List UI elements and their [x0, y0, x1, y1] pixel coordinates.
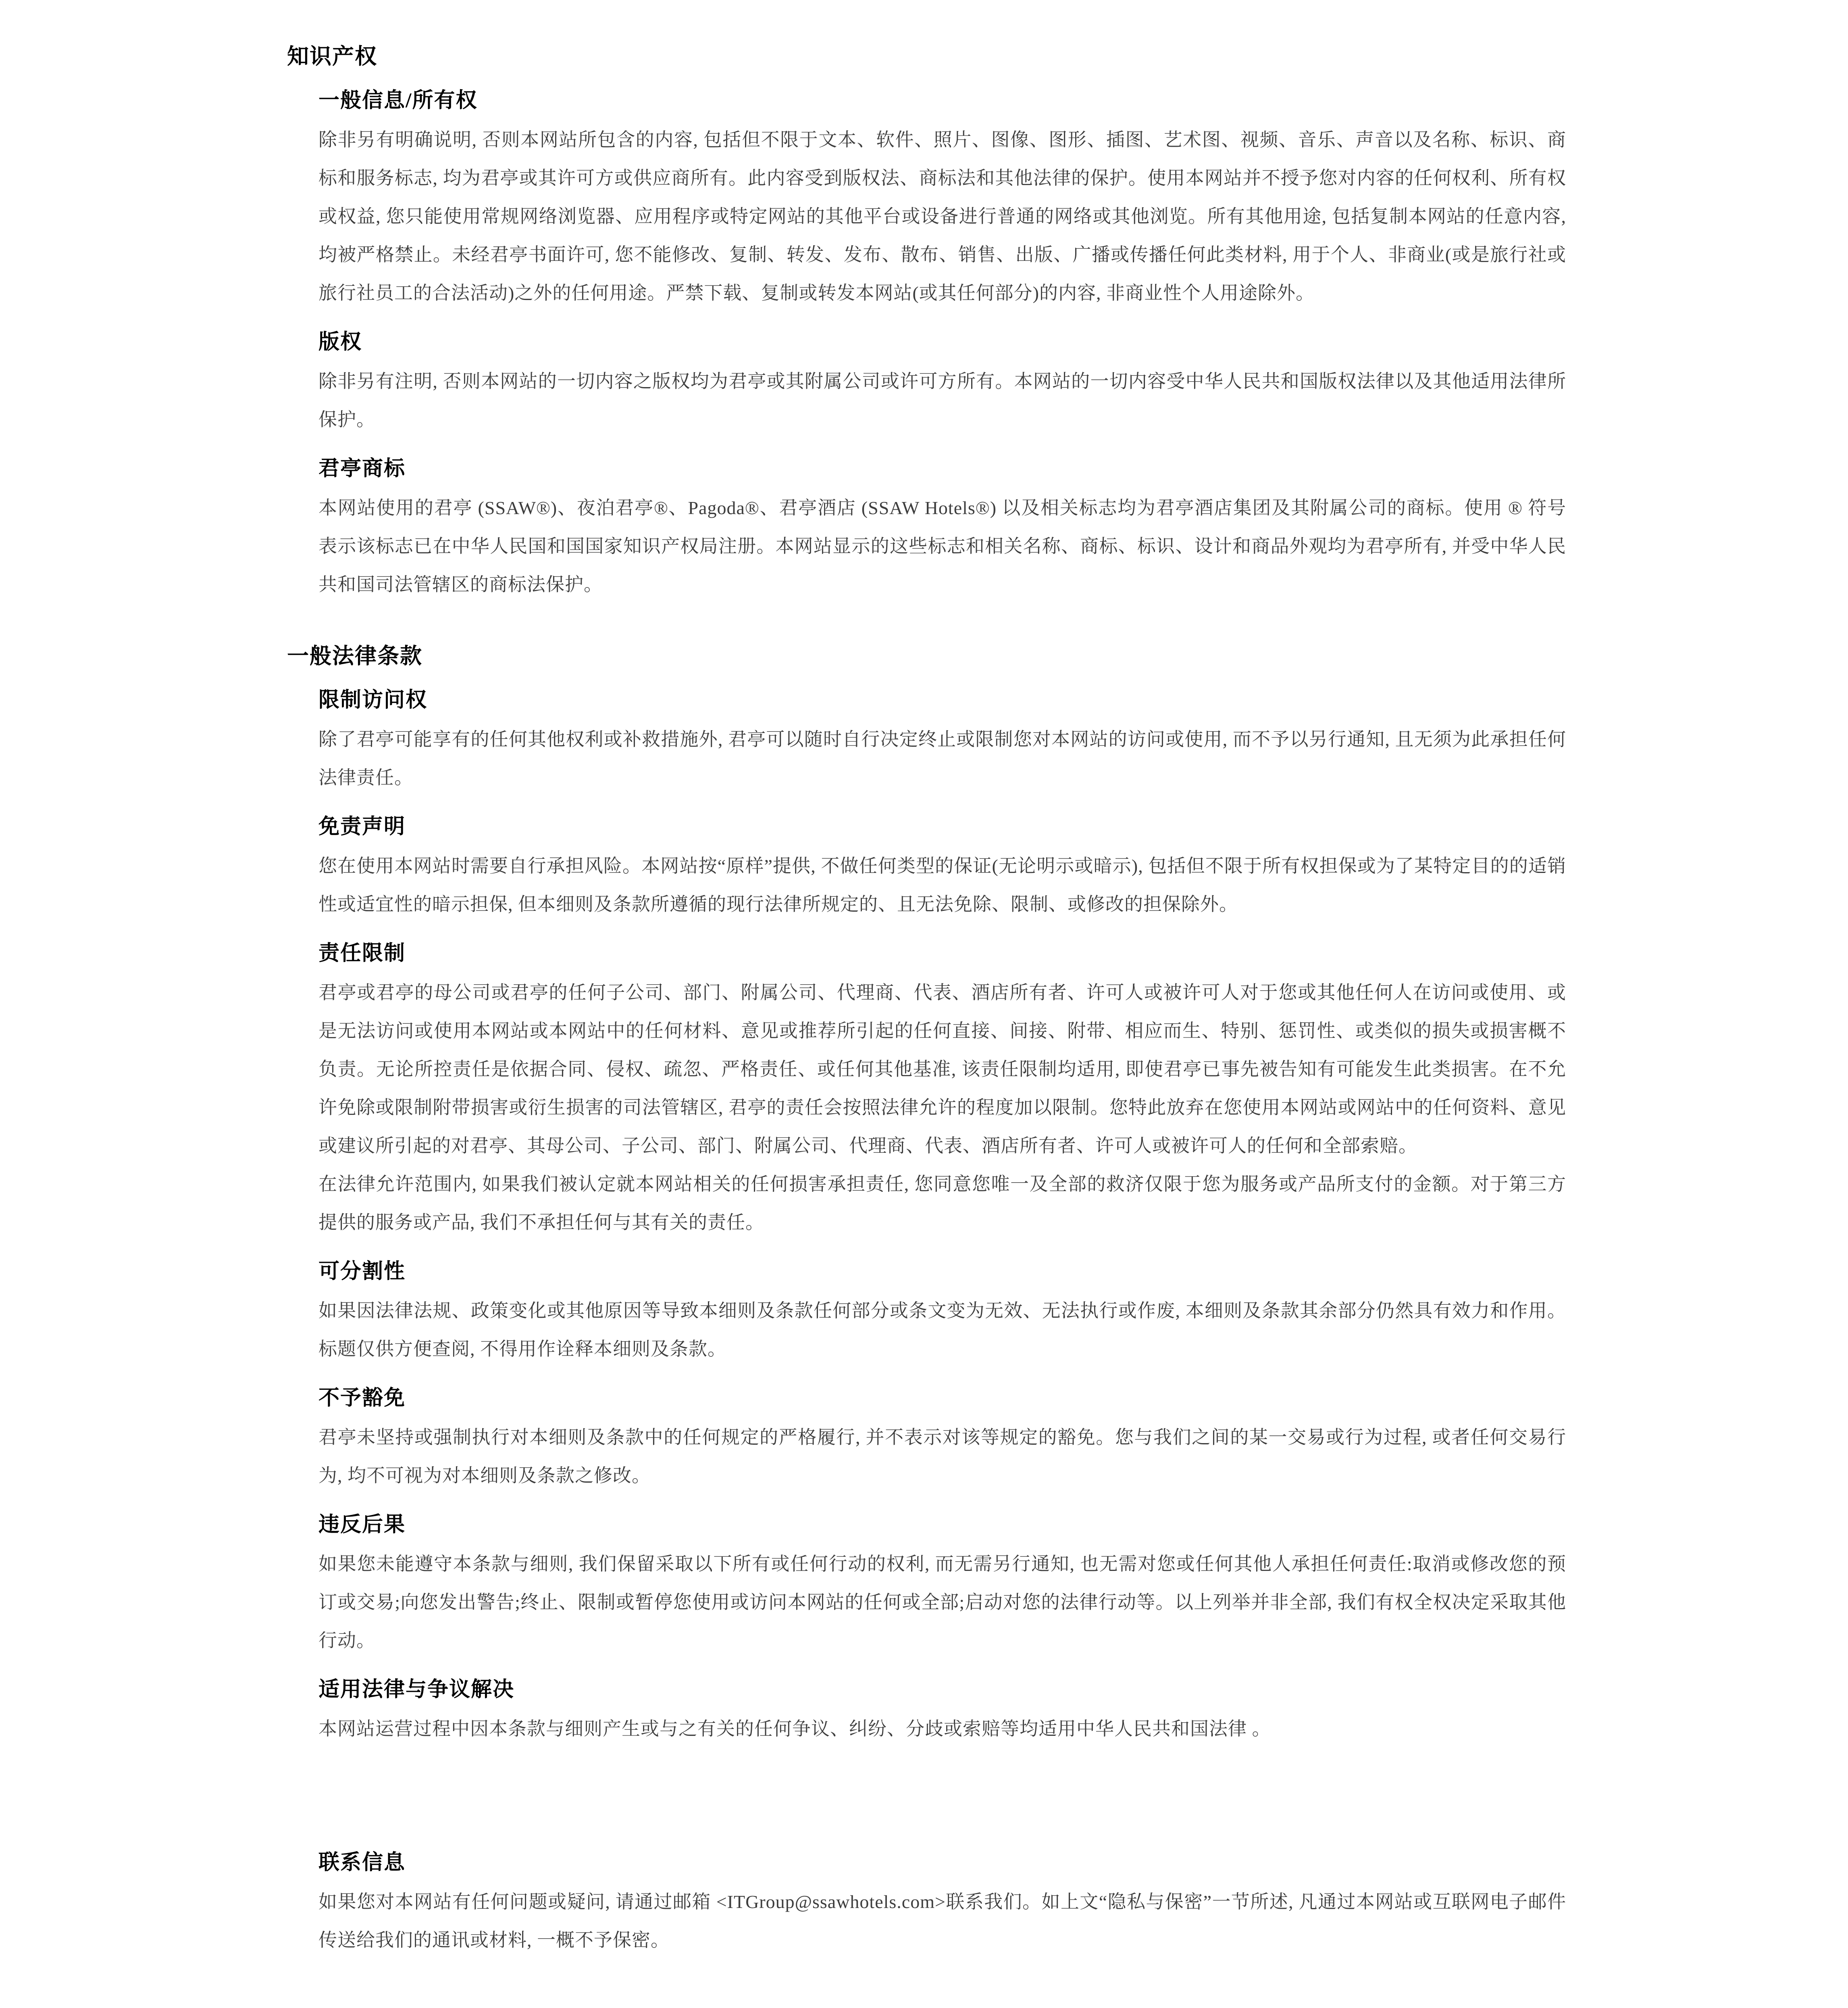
subsection-title-consequences-of-violation: 违反后果	[318, 1513, 406, 1536]
subsection-copyright	[318, 329, 1566, 439]
paragraph-no-waiver: 君亭未坚持或强制执行对本细则及条款中的任何规定的严格履行, 并不表示对该等规定的豁免。您与我们之间的某一交易或行为过程, 或者任何交易行为, 均不可视为对本细则及条款之修改。	[318, 1427, 1567, 1486]
subsection-title-general-info-ownership: 一般信息/所有权	[318, 89, 478, 112]
subsection-title-no-waiver: 不予豁免	[318, 1387, 406, 1410]
paragraph-general-info-ownership: 除非另有明确说明, 否则本网站所包含的内容, 包括但不限于文本、软件、照片、图像、图形、插图、艺术图、视频、音乐、声音以及名称、标识、商标和服务标志, 均为君亭或其许可方或供应商所有。此内容受到版权法、商标法和其他法律的保护。使用本网站并不授予您对内容的任何权利、所有权或权益, 您只能使用常规网络浏览器、应用程序或特定网站的其他平台或设备进行普通的网络或其他浏览。所有其他用途, 包括复制本网站的任意内容, 均被严格禁止。未经君亭书面许可, 您不能修改、复制、转发、发布、散布、销售、出版、广播或传播任何此类材料, 用于个人、非商业(或是旅行社或旅行社员工的合法活动)之外的任何用途。严禁下载、复制或转发本网站(或其任何部分)的内容, 非商业性个人用途除外。	[318, 129, 1566, 303]
paragraph-disclaimer: 您在使用本网站时需要自行承担风险。本网站按“原样”提供, 不做任何类型的保证(无论明示或暗示), 包括但不限于所有权担保或为了某特定目的的适销性或适宜性的暗示担保, 但本细则及条款所遵循的现行法律所规定的、且无法免除、限制、或修改的担保除外。	[318, 856, 1566, 914]
contact-text-before-email: 如果您对本网站有任何问题或疑问, 请通过邮箱	[318, 1891, 716, 1912]
subsection-title-limitation-of-liability: 责任限制	[318, 942, 406, 965]
paragraph-ssaw-trademarks: 本网站使用的君亭 (SSAW®)、夜泊君亭®、Pagoda®、君亭酒店 (SSAW Hotels®) 以及相关标志均为君亭酒店集团及其附属公司的商标。使用 ® 符号表示该标志已在中华人民国和国国家知识产权局注册。本网站显示的这些标志和相关名称、商标、标识、设计和商品外观均为君亭所有, 并受中华人民共和国司法管辖区的商标法保护。	[318, 498, 1566, 595]
contact-text-after-email: 联系我们。如上文“隐私与保密”一节所述, 凡通过本网站或互联网电子邮件传送给我们的通讯或材料, 一概不予保密。	[318, 1891, 1567, 1950]
subsection-limitation-of-liability	[318, 940, 1566, 1241]
subsection-disclaimer	[318, 814, 1566, 923]
subsection-severability	[318, 1258, 1566, 1368]
paragraph-limitation-of-liability-2: 在法律允许范围内, 如果我们被认定就本网站相关的任何损害承担责任, 您同意您唯一及全部的救济仅限于您为服务或产品所支付的金额。对于第三方提供的服务或产品, 我们不承担任何与其有关的责任。	[318, 1174, 1566, 1233]
subsection-title-severability: 可分割性	[318, 1260, 406, 1283]
section-contact-info	[287, 1748, 1566, 1959]
subsection-title-contact-info: 联系信息	[318, 1851, 406, 1874]
subsection-contact-info	[318, 1850, 1566, 1959]
subsection-general-info-ownership	[318, 87, 1566, 312]
subsection-ssaw-trademarks	[318, 456, 1566, 604]
subsection-title-disclaimer: 免责声明	[318, 815, 406, 838]
section-intellectual-property	[287, 42, 1566, 604]
section-heading-general-legal-terms: 一般法律条款	[287, 644, 422, 668]
contact-email: <ITGroup@ssawhotels.com>	[716, 1891, 946, 1912]
paragraph-restricted-access: 除了君亭可能享有的任何其他权利或补救措施外, 君亭可以随时自行决定终止或限制您对本网站的访问或使用, 而不予以另行通知, 且无须为此承担任何法律责任。	[318, 729, 1567, 788]
subsection-title-restricted-access: 限制访问权	[318, 689, 428, 712]
paragraph-contact-info	[318, 1883, 1566, 1959]
subsection-consequences-of-violation	[318, 1512, 1566, 1660]
subsection-governing-law-dispute-resolution	[318, 1677, 1566, 1748]
paragraph-copyright: 除非另有注明, 否则本网站的一切内容之版权均为君亭或其附属公司或许可方所有。本网站的一切内容受中华人民共和国版权法律以及其他适用法律所保护。	[318, 371, 1566, 430]
subsection-title-copyright: 版权	[318, 331, 362, 354]
paragraph-limitation-of-liability-1: 君亭或君亭的母公司或君亭的任何子公司、部门、附属公司、代理商、代表、酒店所有者、许可人或被许可人对于您或其他任何人在访问或使用、或是无法访问或使用本网站或本网站中的任何材料、意见或推荐所引起的任何直接、间接、附带、相应而生、特别、惩罚性、或类似的损失或损害概不负责。无论所控责任是依据合同、侵权、疏忽、严格责任、或任何其他基准, 该责任限制均适用, 即使君亭已事先被告知有可能发生此类损害。在不允许免除或限制附带损害或衍生损害的司法管辖区, 君亭的责任会按照法律允许的程度加以限制。您特此放弃在您使用本网站或网站中的任何资料、意见或建议所引起的对君亭、其母公司、子公司、部门、附属公司、代理商、代表、酒店所有者、许可人或被许可人的任何和全部索赔。	[318, 982, 1566, 1156]
paragraph-severability: 如果因法律法规、政策变化或其他原因等导致本细则及条款任何部分或条文变为无效、无法执行或作废, 本细则及条款其余部分仍然具有效力和作用。标题仅供方便查阅, 不得用作诠释本细则及条款。	[318, 1300, 1566, 1359]
subsection-title-governing-law-dispute-resolution: 适用法律与争议解决	[318, 1678, 515, 1701]
subsection-title-ssaw-trademarks: 君亭商标	[318, 457, 406, 480]
section-heading-intellectual-property: 知识产权	[287, 44, 377, 69]
paragraph-governing-law-dispute-resolution: 本网站运营过程中因本条款与细则产生或与之有关的任何争议、纠纷、分歧或索赔等均适用中华人民共和国法律 。	[318, 1718, 1271, 1739]
subsection-restricted-access	[318, 687, 1566, 797]
subsection-no-waiver	[318, 1385, 1566, 1495]
paragraph-consequences-of-violation: 如果您未能遵守本条款与细则, 我们保留采取以下所有或任何行动的权利, 而无需另行通知, 也无需对您或任何其他人承担任何责任:取消或修改您的预订或交易;向您发出警告;终止、限制或暂停您使用或访问本网站的任何或全部;启动对您的法律行动等。以上列举并非全部, 我们有权全权决定采取其他行动。	[318, 1554, 1566, 1651]
section-general-legal-terms	[287, 604, 1566, 1748]
